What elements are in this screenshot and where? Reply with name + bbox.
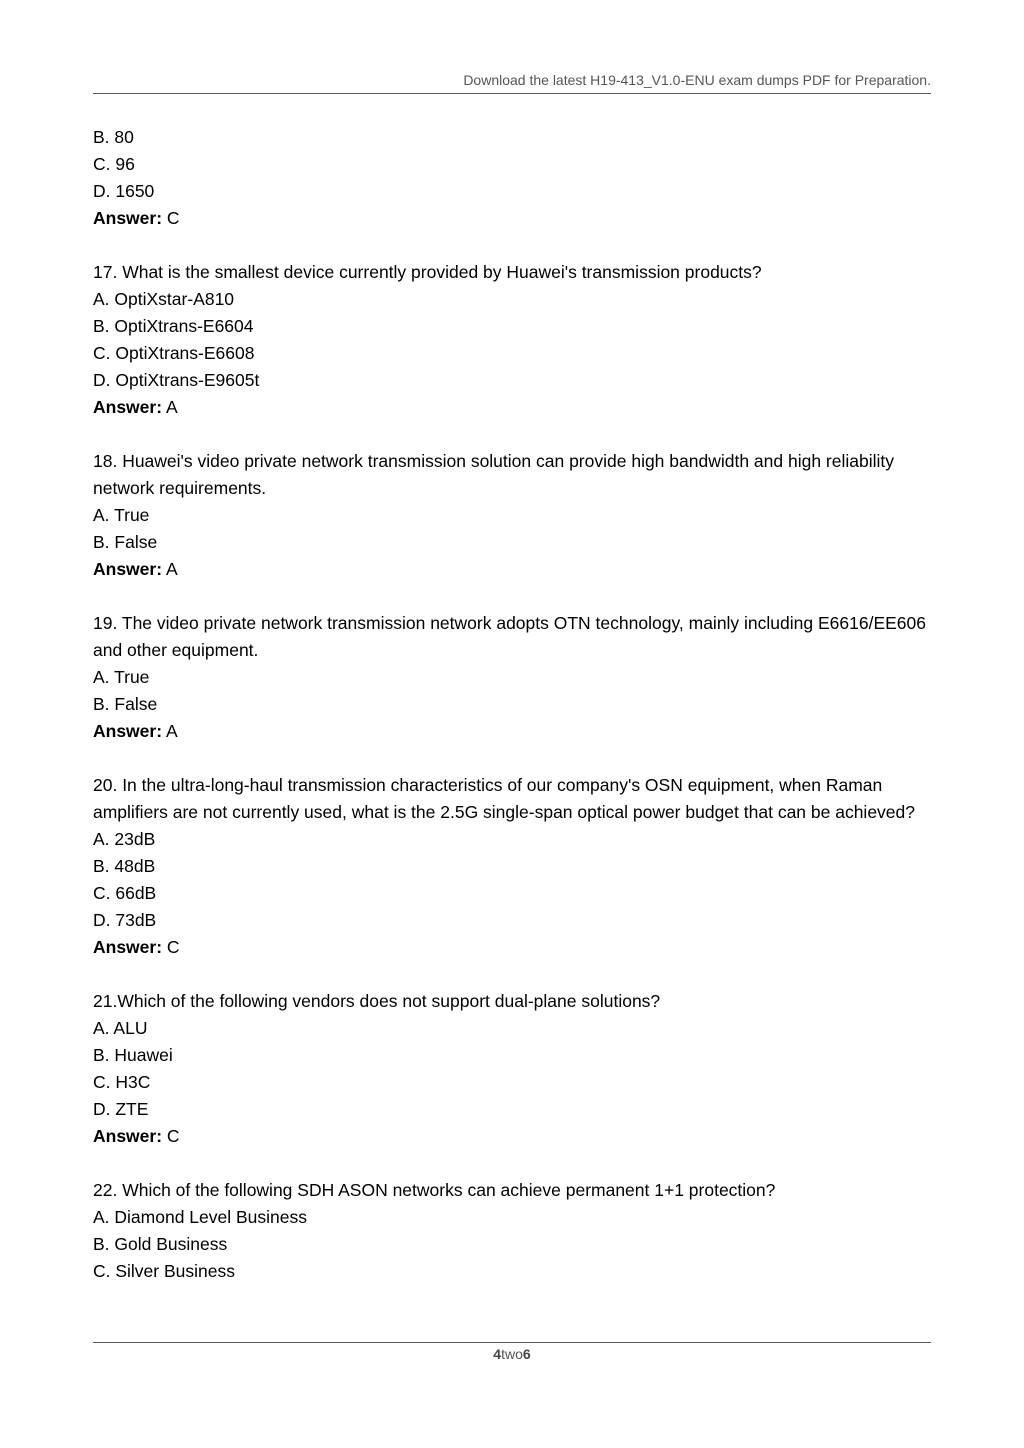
question-22 <box>93 1177 933 1285</box>
question-21 <box>93 988 933 1150</box>
option: B. 80 <box>93 127 134 147</box>
question-18 <box>93 448 933 583</box>
answer-label: Answer: <box>93 721 163 741</box>
answer-label: Answer: <box>93 1126 163 1146</box>
option: B. OptiXtrans-E6604 <box>93 316 254 336</box>
answer-line <box>93 205 933 232</box>
option: C. Silver Business <box>93 1261 235 1281</box>
answer-value: A <box>162 559 178 579</box>
page-total: 6 <box>522 1346 531 1362</box>
page-number: 4 <box>493 1346 502 1362</box>
answer-line <box>93 934 933 961</box>
option: A. True <box>93 505 150 525</box>
answer-value: C <box>162 208 180 228</box>
option: B. Huawei <box>93 1045 173 1065</box>
page-footer <box>93 1346 931 1362</box>
option: B. 48dB <box>93 856 156 876</box>
question-text: 17. What is the smallest device currently provided by Huawei's transmission products? <box>93 262 762 282</box>
question-text: 20. In the ultra-long-haul transmission characteristics of our company's OSN equipment, when Raman amplifiers are not currently used, what is the 2.5G single-span optical power budget that can be achieved? <box>93 775 916 822</box>
footer-divider <box>93 1342 931 1343</box>
answer-value: A <box>162 721 178 741</box>
option: C. 66dB <box>93 883 157 903</box>
option: C. H3C <box>93 1072 151 1092</box>
option: A. Diamond Level Business <box>93 1207 307 1227</box>
option: A. 23dB <box>93 829 156 849</box>
option: D. ZTE <box>93 1099 149 1119</box>
page-content <box>93 124 933 1285</box>
option: D. 73dB <box>93 910 157 930</box>
option: A. ALU <box>93 1018 148 1038</box>
answer-label: Answer: <box>93 208 163 228</box>
page-separator: two <box>501 1346 523 1362</box>
answer-label: Answer: <box>93 559 163 579</box>
question-20 <box>93 772 933 961</box>
question-text: 18. Huawei's video private network transmission solution can provide high bandwidth and high reliability network requirements. <box>93 451 895 498</box>
option: D. OptiXtrans-E9605t <box>93 370 260 390</box>
answer-value: C <box>162 1126 180 1146</box>
header-divider <box>93 93 931 94</box>
option: C. 96 <box>93 154 135 174</box>
question-19 <box>93 610 933 745</box>
answer-label: Answer: <box>93 397 163 417</box>
page-header: Download the latest H19-413_V1.0-ENU exam dumps PDF for Preparation. <box>463 72 931 88</box>
answer-value: C <box>162 937 180 957</box>
option: D. 1650 <box>93 181 155 201</box>
answer-line <box>93 1123 933 1150</box>
option: B. Gold Business <box>93 1234 228 1254</box>
question-text: 19. The video private network transmission network adopts OTN technology, mainly including E6616/EE606 and other equipment. <box>93 613 926 660</box>
question-text: 22. Which of the following SDH ASON networks can achieve permanent 1+1 protection? <box>93 1180 776 1200</box>
option: A. True <box>93 667 150 687</box>
question-16-continuation <box>93 124 933 232</box>
answer-line <box>93 556 933 583</box>
answer-line <box>93 718 933 745</box>
question-text: 21.Which of the following vendors does not support dual-plane solutions? <box>93 991 661 1011</box>
option: A. OptiXstar-A810 <box>93 289 235 309</box>
question-17 <box>93 259 933 421</box>
option: B. False <box>93 532 158 552</box>
option: B. False <box>93 694 158 714</box>
answer-label: Answer: <box>93 937 163 957</box>
option: C. OptiXtrans-E6608 <box>93 343 255 363</box>
answer-line <box>93 394 933 421</box>
answer-value: A <box>162 397 178 417</box>
